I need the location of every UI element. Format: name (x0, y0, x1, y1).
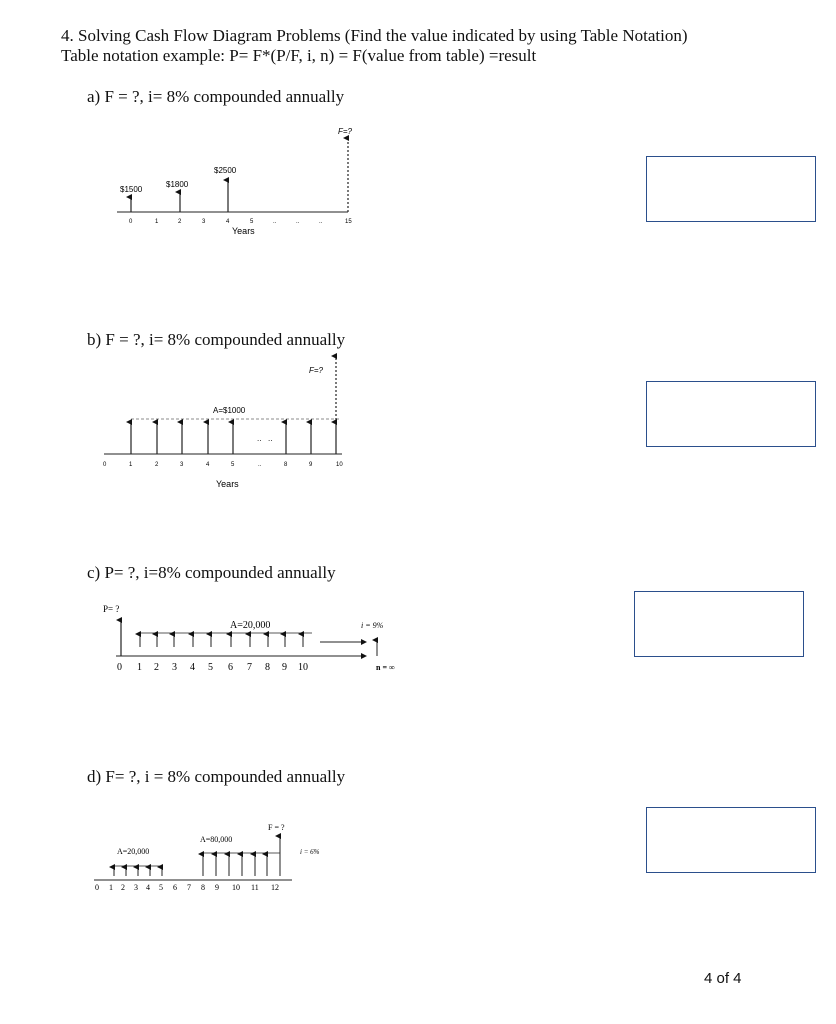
tick-d-1: 1 (109, 883, 113, 892)
tick-d-0: 0 (95, 883, 99, 892)
tick-d-4: 4 (146, 883, 150, 892)
tick-c-2: 2 (154, 662, 159, 673)
tick-b-4: 4 (206, 462, 210, 468)
answer-box-d[interactable] (646, 807, 816, 873)
tick-a-7: .. (296, 219, 300, 225)
table-notation-example: Table notation example: P= F*(P/F, i, n) = F(value from table) =result (61, 46, 537, 65)
unknown-a: F=? (338, 127, 353, 136)
tick-b-2: 2 (155, 462, 159, 468)
tick-b-0: 0 (103, 462, 107, 468)
tick-d-10: 10 (232, 883, 240, 892)
problem-d-label: d) F= ?, i = 8% compounded annually (87, 767, 346, 786)
flow-a-2: $1800 (166, 180, 189, 189)
tick-a-0: 0 (129, 219, 133, 225)
tick-c-5: 5 (208, 662, 213, 673)
tick-c-3: 3 (172, 662, 177, 673)
tick-d-3: 3 (134, 883, 138, 892)
tick-b-3: 3 (180, 462, 184, 468)
tick-c-10: 10 (298, 662, 308, 673)
tick-c-9: 9 (282, 662, 287, 673)
problem-c-label: c) P= ?, i=8% compounded annually (87, 563, 336, 582)
tick-a-1: 1 (155, 219, 159, 225)
tick-c-8: 8 (265, 662, 270, 673)
tick-a-5: 5 (250, 219, 254, 225)
dash-b-0: .. (257, 434, 262, 443)
tick-c-0: 0 (117, 662, 122, 673)
annuity2-d: A=80,000 (200, 835, 233, 844)
tick-d-9: 9 (215, 883, 219, 892)
rate-d: i = 6% (300, 848, 320, 856)
tick-b-9: 9 (309, 462, 313, 468)
tick-a-3: 3 (202, 219, 206, 225)
tick-b-10: 10 (336, 462, 343, 468)
unknown-b: F=? (309, 366, 324, 375)
flow-a-0: $1500 (120, 185, 143, 194)
problem-b-label: b) F = ?, i= 8% compounded annually (87, 330, 346, 349)
tick-d-5: 5 (159, 883, 163, 892)
flow-a-4: $2500 (214, 166, 237, 175)
tick-d-11: 11 (251, 883, 259, 892)
axis-label-b: Years (216, 479, 239, 489)
tick-d-6: 6 (173, 883, 177, 892)
unknown-c: P= ? (103, 604, 120, 614)
tick-a-2: 2 (178, 219, 182, 225)
tick-c-4: 4 (190, 662, 195, 673)
annuity-c: A=20,000 (230, 620, 271, 631)
tick-b-6: .. (258, 462, 262, 468)
tick-a-15: 15 (345, 219, 352, 225)
tick-a-6: .. (273, 219, 277, 225)
problem-a-label: a) F = ?, i= 8% compounded annually (87, 87, 345, 106)
tick-d-2: 2 (121, 883, 125, 892)
dash-b-1: .. (268, 434, 273, 443)
annuity1-d: A=20,000 (117, 847, 150, 856)
annuity-b: A=$1000 (213, 406, 246, 415)
unknown-d: F = ? (268, 823, 285, 832)
tick-d-7: 7 (187, 883, 191, 892)
tick-b-8: 8 (284, 462, 288, 468)
tick-c-6: 6 (228, 662, 233, 673)
axis-label-a: Years (232, 226, 255, 236)
tick-b-5: 5 (231, 462, 235, 468)
tick-c-1: 1 (137, 662, 142, 673)
tick-c-7: 7 (247, 662, 252, 673)
tick-b-1: 1 (129, 462, 133, 468)
n-label-c: n = ∞ (376, 663, 395, 672)
page-number: 4 of 4 (704, 970, 742, 987)
tick-d-12: 12 (271, 883, 279, 892)
tick-d-8: 8 (201, 883, 205, 892)
tick-a-4: 4 (226, 219, 230, 225)
rate-c: i = 9% (361, 621, 384, 630)
tick-a-8: .. (319, 219, 323, 225)
problem-title: 4. Solving Cash Flow Diagram Problems (Find the value indicated by using Table Notation) (61, 26, 688, 45)
